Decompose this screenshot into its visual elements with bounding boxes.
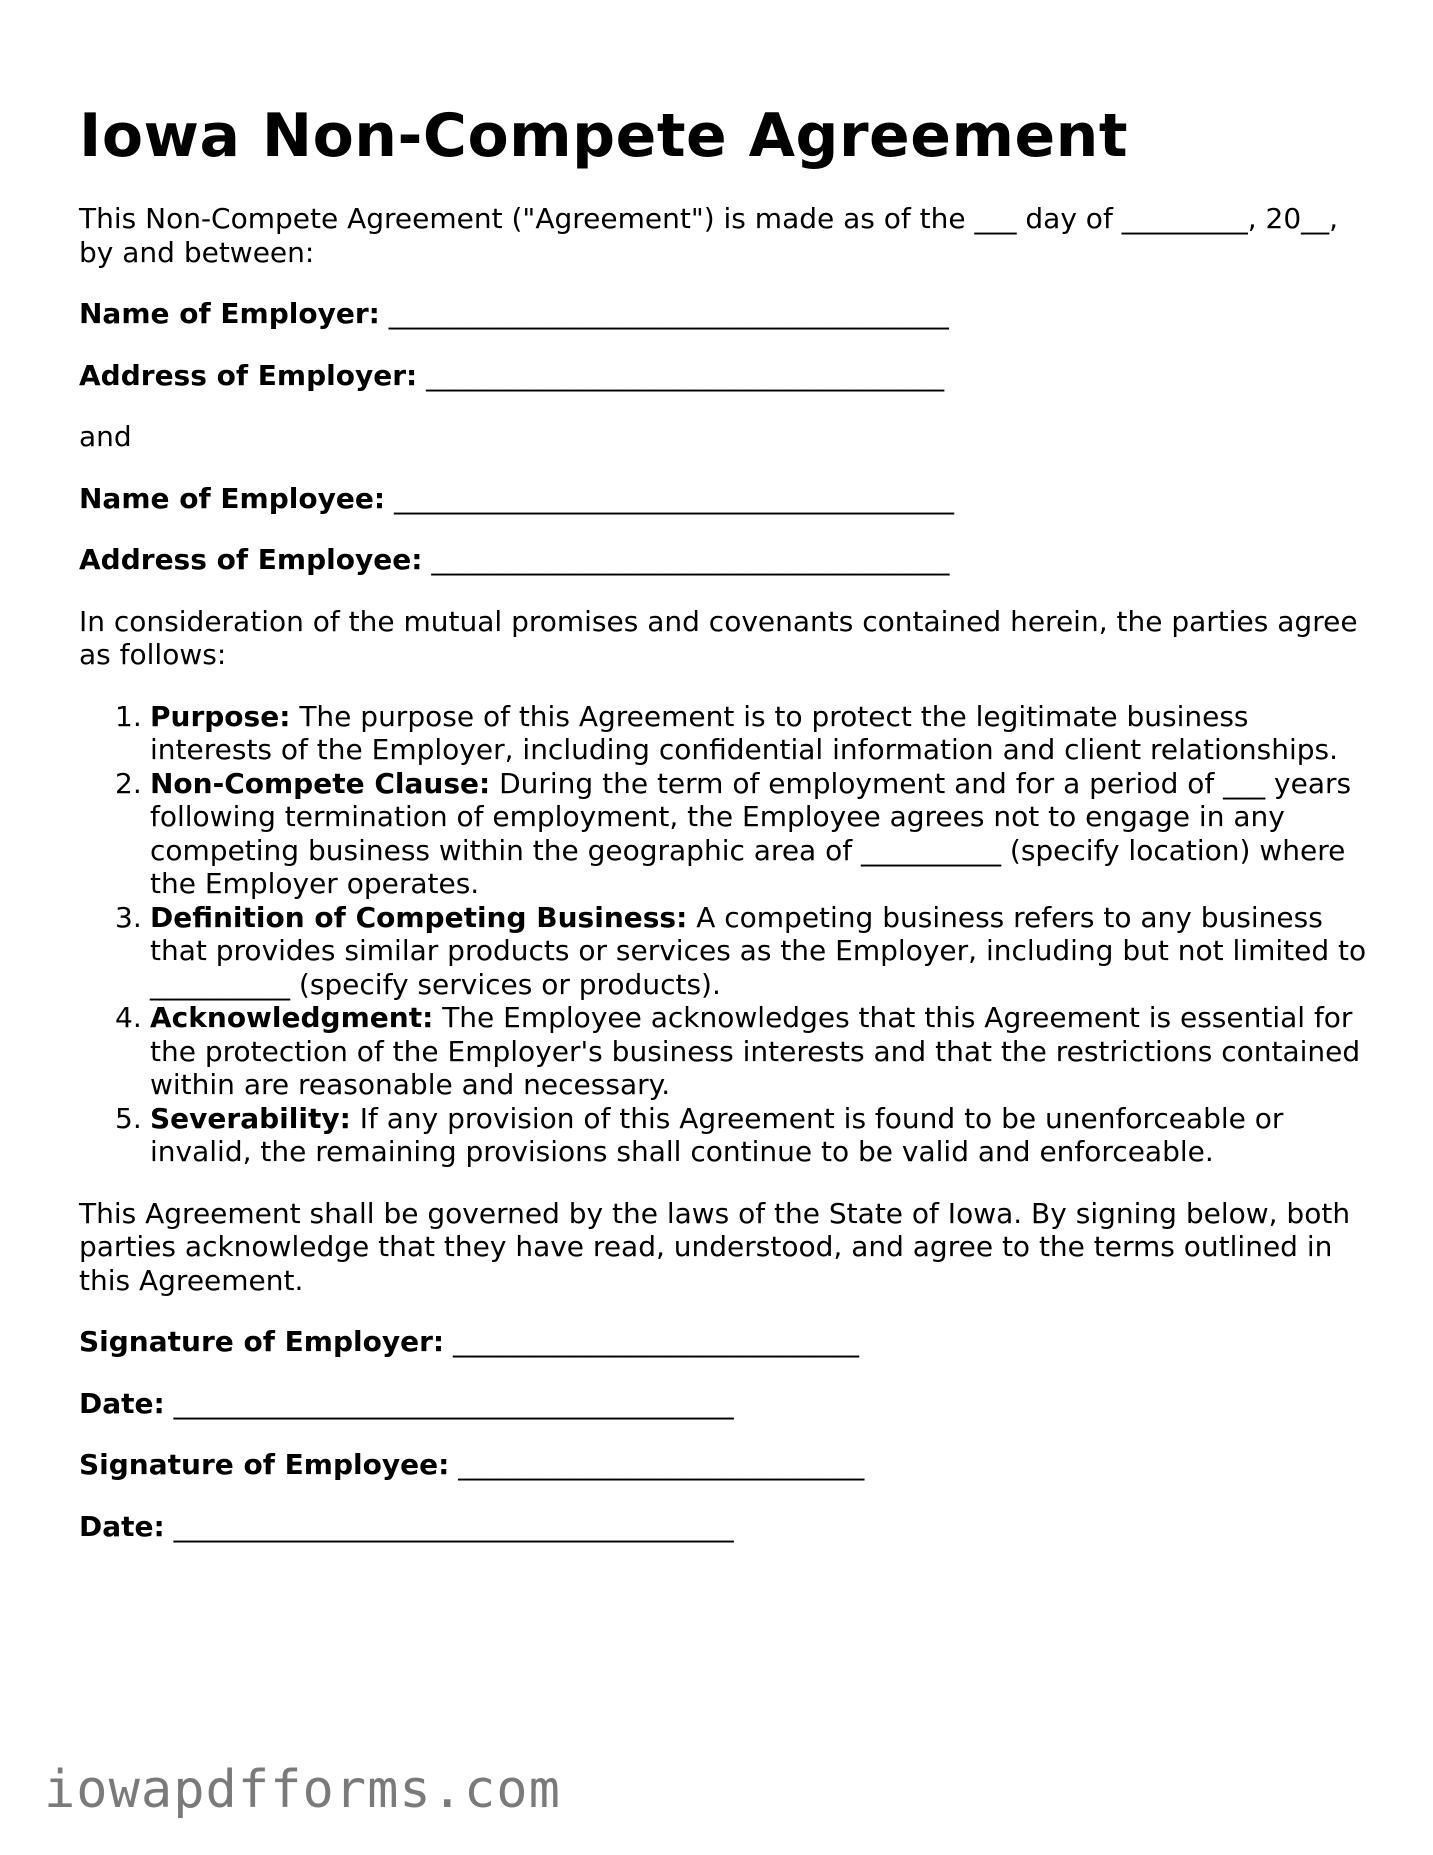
employee-name-field — [79, 482, 1369, 516]
employee-signature-field — [79, 1448, 1369, 1482]
employer-date-field — [79, 1387, 1369, 1421]
term-text: During the term of employment and for a period of ___ years following termination of employment, the Employee agrees not to engage in any competing business within the geographic area of __________ (specify location) where the Employer operates. — [150, 766, 1352, 900]
term-text: A competing business refers to any business that provides similar products or services as the Employer, including but not limited to __________ (specify services or products). — [150, 900, 1367, 1001]
consideration-paragraph: In consideration of the mutual promises and covenants contained herein, the parties agree as follows: — [79, 604, 1358, 671]
term-number: 5. — [115, 1101, 142, 1135]
employee-date-label: Date: — [79, 1509, 165, 1543]
term-heading: Non-Compete Clause: — [150, 766, 491, 800]
employer-date-label: Date: — [79, 1386, 165, 1420]
and-text: and — [79, 420, 132, 453]
employee-name-blank[interactable]: ________________________________________ — [393, 481, 954, 515]
employee-date-field — [79, 1510, 1369, 1544]
employee-name-label: Name of Employee: — [79, 481, 386, 515]
term-number: 3. — [115, 900, 142, 934]
employer-name-blank[interactable]: ________________________________________ — [388, 297, 949, 330]
employer-address-blank[interactable]: _____________________________________ — [426, 358, 945, 392]
terms-list — [79, 700, 1369, 1169]
term-heading: Severability: — [150, 1101, 351, 1135]
employer-date-blank[interactable]: ________________________________________ — [173, 1386, 734, 1420]
employer-name-label: Name of Employer: — [79, 297, 380, 330]
watermark-text: iowapdfforms.com — [44, 1760, 561, 1820]
term-number: 1. — [115, 699, 142, 733]
term-severability — [79, 1102, 1369, 1169]
employer-signature-field — [79, 1325, 1369, 1359]
closing-paragraph: This Agreement shall be governed by the laws of the State of Iowa. By signing below, both parties acknowledge that they have read, understood, and agree to the terms outlined in this Agreement. — [79, 1196, 1351, 1297]
employee-address-label: Address of Employee: — [79, 543, 423, 576]
term-non-compete-clause — [79, 767, 1369, 901]
employer-name-field — [79, 297, 1369, 331]
employer-signature-blank[interactable]: _____________________________ — [453, 1325, 859, 1358]
term-heading: Definition of Competing Business: — [150, 900, 688, 934]
page-title: Iowa Non-Compete Agreement — [79, 101, 1129, 171]
term-acknowledgment — [79, 1001, 1369, 1102]
term-competing-business — [79, 901, 1369, 1002]
employer-address-field — [79, 359, 1369, 393]
term-text: The Employee acknowledges that this Agreement is essential for the protection of the Employer's business interests and that the restrictions contained within are reasonable and necessary. — [150, 1001, 1361, 1101]
employee-signature-label: Signature of Employee: — [79, 1448, 450, 1481]
employee-date-blank[interactable]: ________________________________________ — [173, 1509, 734, 1543]
employee-address-blank[interactable]: _____________________________________ — [431, 543, 950, 576]
term-text: The purpose of this Agreement is to protect the legitimate business interests of the Employer, including confidential information and client relationships. — [150, 699, 1339, 766]
document-page — [79, 96, 1369, 1571]
term-number: 4. — [115, 1001, 142, 1034]
term-heading: Purpose: — [150, 699, 291, 733]
term-number: 2. — [115, 766, 142, 800]
employee-address-field — [79, 543, 1369, 577]
intro-paragraph: This Non-Compete Agreement ("Agreement") is made as of the ___ day of _________, 20__, by and between: — [79, 202, 1339, 269]
employer-address-label: Address of Employer: — [79, 358, 418, 392]
term-purpose — [79, 700, 1369, 767]
term-text: If any provision of this Agreement is found to be unenforceable or invalid, the remaining provisions shall continue to be valid and enforceable. — [150, 1101, 1284, 1168]
employer-signature-label: Signature of Employer: — [79, 1325, 445, 1358]
employee-signature-blank[interactable]: _____________________________ — [458, 1448, 865, 1481]
term-heading: Acknowledgment: — [150, 1001, 434, 1034]
